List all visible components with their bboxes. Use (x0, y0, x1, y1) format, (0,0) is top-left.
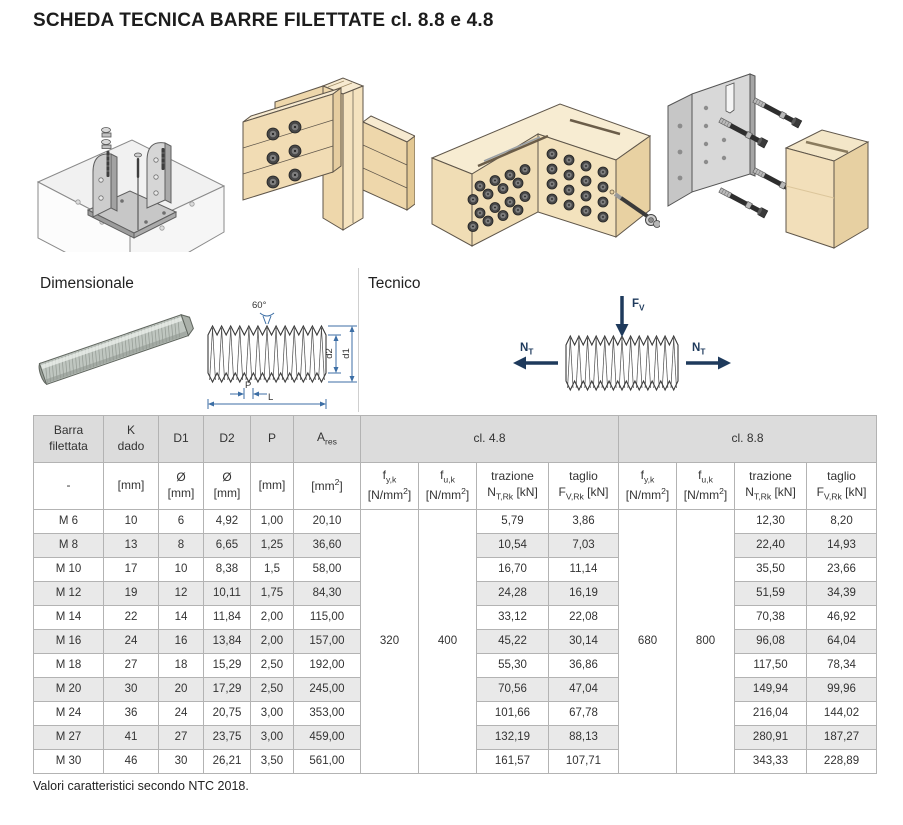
group-header-cl48: cl. 4.8 (361, 416, 619, 463)
table-cell: 23,75 (204, 726, 251, 750)
table-cell: 680 (619, 510, 677, 774)
page-title: SCHEDA TECNICA BARRE FILETTATE cl. 8.8 e 4.8 (33, 10, 494, 31)
section-label-technical: Tecnico (368, 275, 421, 292)
table-cell: 22,40 (735, 534, 807, 558)
table-cell: 70,38 (735, 606, 807, 630)
table-cell: 10 (104, 510, 159, 534)
table-cell: 3,00 (251, 726, 294, 750)
table-cell: 67,78 (549, 702, 619, 726)
table-cell: 459,00 (294, 726, 361, 750)
table-cell: M 6 (34, 510, 104, 534)
table-cell: 6 (159, 510, 204, 534)
unit-cell: $f_{u,k}$ $[N/mm^2]$ (677, 463, 735, 510)
threaded-rod-drawing (566, 336, 678, 390)
shear-arrowhead (616, 324, 629, 337)
table-cell: 353,00 (294, 702, 361, 726)
table-cell: 17,29 (204, 678, 251, 702)
d1-label: d1 (340, 348, 352, 359)
table-cell: 70,56 (477, 678, 549, 702)
table-cell: 187,27 (807, 726, 877, 750)
tension-left-arrowhead (513, 357, 526, 370)
col-header-d1: D1 (159, 416, 204, 463)
table-cell: 27 (159, 726, 204, 750)
table-cell: 2,00 (251, 606, 294, 630)
table-cell: 132,19 (477, 726, 549, 750)
table-cell: 41 (104, 726, 159, 750)
table-cell: 117,50 (735, 654, 807, 678)
table-cell: 216,04 (735, 702, 807, 726)
table-cell: 30,14 (549, 630, 619, 654)
table-cell: 14,93 (807, 534, 877, 558)
table-cell: 12 (159, 582, 204, 606)
table-cell: 10,54 (477, 534, 549, 558)
pitch-label: P (245, 380, 252, 391)
table-cell: 27 (104, 654, 159, 678)
col-header-d2: D2 (204, 416, 251, 463)
table-cell: 107,71 (549, 750, 619, 774)
table-cell: 16,19 (549, 582, 619, 606)
col-header-barra: Barra filettata (34, 416, 104, 463)
thread-profile (208, 326, 326, 382)
table-cell: M 12 (34, 582, 104, 606)
tension-force-label-left: $N_T$ (520, 342, 534, 357)
table-cell: 51,59 (735, 582, 807, 606)
table-cell: 96,08 (735, 630, 807, 654)
col-header-p: P (251, 416, 294, 463)
table-cell: 16,70 (477, 558, 549, 582)
table-cell: 115,00 (294, 606, 361, 630)
table-cell: M 20 (34, 678, 104, 702)
threaded-rod (752, 96, 802, 127)
table-cell: 36 (104, 702, 159, 726)
illustration-bracket-assembly (658, 62, 896, 250)
table-cell: 8,38 (204, 558, 251, 582)
table-cell: 5,79 (477, 510, 549, 534)
d2-label: d2 (323, 348, 335, 359)
table-cell: 3,00 (251, 702, 294, 726)
table-cell: 13 (104, 534, 159, 558)
angle-label: 60° (252, 300, 267, 311)
table-cell: 36,60 (294, 534, 361, 558)
table-cell: 99,96 (807, 678, 877, 702)
threaded-rod (718, 186, 768, 217)
unit-cell: taglio $F_{V,Rk}$ [kN] (549, 463, 619, 510)
table-cell: 11,84 (204, 606, 251, 630)
table-cell: 3,86 (549, 510, 619, 534)
table-cell: 23,66 (807, 558, 877, 582)
table-cell: 55,30 (477, 654, 549, 678)
table-cell: M 30 (34, 750, 104, 774)
table-cell: 8,20 (807, 510, 877, 534)
length-label: L (268, 392, 274, 403)
table-cell: M 14 (34, 606, 104, 630)
table-cell: 26,21 (204, 750, 251, 774)
beam-arm-face (432, 158, 472, 246)
col-header-ares: $A_{res}$ (294, 416, 361, 463)
unit-cell: [mm] (104, 463, 159, 510)
table-cell: 46,92 (807, 606, 877, 630)
unit-cell: $f_{y,k}$ $[N/mm^2]$ (619, 463, 677, 510)
table-cell: 280,91 (735, 726, 807, 750)
table-cell: 320 (361, 510, 419, 774)
table-body (34, 510, 877, 774)
unit-cell: - (34, 463, 104, 510)
table-cell: 16 (159, 630, 204, 654)
shear-force-label: $F_V$ (632, 298, 645, 313)
table-cell: 343,33 (735, 750, 807, 774)
table-cell: 12,30 (735, 510, 807, 534)
illustration-post-base (30, 60, 230, 252)
table-cell: M 16 (34, 630, 104, 654)
table-cell: 30 (159, 750, 204, 774)
table-cell: 35,50 (735, 558, 807, 582)
illustration-cross-joint (237, 60, 415, 252)
tension-force-label-right: $N_T$ (692, 342, 706, 357)
table-cell: 11,14 (549, 558, 619, 582)
threaded-rod-photo (33, 300, 198, 405)
angle-bracket (668, 74, 755, 206)
unit-cell: $f_{y,k}$ $[N/mm^2]$ (361, 463, 419, 510)
unit-cell: taglio $F_{V,Rk}$ [kN] (807, 463, 877, 510)
footer-note: Valori caratteristici secondo NTC 2018. (33, 779, 249, 793)
table-cell: 64,04 (807, 630, 877, 654)
unit-cell: Ø [mm] (159, 463, 204, 510)
table-cell: 36,86 (549, 654, 619, 678)
unit-cell: Ø [mm] (204, 463, 251, 510)
table-cell: 22 (104, 606, 159, 630)
table-cell: 4,92 (204, 510, 251, 534)
table-cell: 20,10 (294, 510, 361, 534)
table-cell: 13,84 (204, 630, 251, 654)
timber-block (786, 130, 868, 248)
table-cell: M 8 (34, 534, 104, 558)
table-cell: 34,39 (807, 582, 877, 606)
table-cell: 10,11 (204, 582, 251, 606)
table-cell: M 24 (34, 702, 104, 726)
table-cell: 84,30 (294, 582, 361, 606)
table-header-row (34, 416, 877, 463)
table-cell: 228,89 (807, 750, 877, 774)
table-cell: 8 (159, 534, 204, 558)
table-cell: 45,22 (477, 630, 549, 654)
table-units-row (34, 463, 877, 510)
table-cell: 149,94 (735, 678, 807, 702)
table-cell: 30 (104, 678, 159, 702)
table-cell: 1,75 (251, 582, 294, 606)
table-cell: 800 (677, 510, 735, 774)
col-header-k-dado: K dado (104, 416, 159, 463)
table-cell: 14 (159, 606, 204, 630)
table-cell: 400 (419, 510, 477, 774)
unit-cell: trazione $N_{T,Rk}$ [kN] (735, 463, 807, 510)
unit-cell: trazione $N_{T,Rk}$ [kN] (477, 463, 549, 510)
table-cell: 2,50 (251, 678, 294, 702)
unit-cell: $[mm^2]$ (294, 463, 361, 510)
table-cell: 561,00 (294, 750, 361, 774)
shear-tension-diagram (470, 286, 790, 416)
table-cell: 1,25 (251, 534, 294, 558)
table-cell: 78,34 (807, 654, 877, 678)
table-cell: 101,66 (477, 702, 549, 726)
table-cell: 192,00 (294, 654, 361, 678)
table-cell: 19 (104, 582, 159, 606)
table-cell: M 10 (34, 558, 104, 582)
group-header-cl88: cl. 8.8 (619, 416, 877, 463)
table-cell: 88,13 (549, 726, 619, 750)
table-cell: 24,28 (477, 582, 549, 606)
thread-profile-drawing (200, 296, 365, 414)
table-cell: 157,00 (294, 630, 361, 654)
table-cell: 58,00 (294, 558, 361, 582)
pilot-hole (610, 190, 614, 194)
table-cell: M 27 (34, 726, 104, 750)
table-cell: 20,75 (204, 702, 251, 726)
table-cell: 33,12 (477, 606, 549, 630)
table-cell: 161,57 (477, 750, 549, 774)
table-cell: 1,00 (251, 510, 294, 534)
table-cell: 144,02 (807, 702, 877, 726)
unit-cell: [mm] (251, 463, 294, 510)
table-cell: 1,5 (251, 558, 294, 582)
table-cell: 46 (104, 750, 159, 774)
table-cell: 20 (159, 678, 204, 702)
table-cell: 2,50 (251, 654, 294, 678)
table-cell: 245,00 (294, 678, 361, 702)
table-cell: 18 (159, 654, 204, 678)
table-cell: 22,08 (549, 606, 619, 630)
table-cell: 47,04 (549, 678, 619, 702)
table-cell: 24 (159, 702, 204, 726)
table-cell: 17 (104, 558, 159, 582)
tension-right-arrowhead (718, 357, 731, 370)
table-cell: 24 (104, 630, 159, 654)
unit-cell: $f_{u,k}$ $[N/mm^2]$ (419, 463, 477, 510)
table-cell: 3,50 (251, 750, 294, 774)
table-row (34, 510, 877, 534)
table-cell: 10 (159, 558, 204, 582)
section-label-dimensional: Dimensionale (40, 275, 134, 292)
table-cell: 15,29 (204, 654, 251, 678)
table-cell: 6,65 (204, 534, 251, 558)
spec-table (33, 415, 877, 774)
table-cell: M 18 (34, 654, 104, 678)
illustration-beam-connection (420, 62, 660, 250)
table-cell: 2,00 (251, 630, 294, 654)
table-cell: 7,03 (549, 534, 619, 558)
